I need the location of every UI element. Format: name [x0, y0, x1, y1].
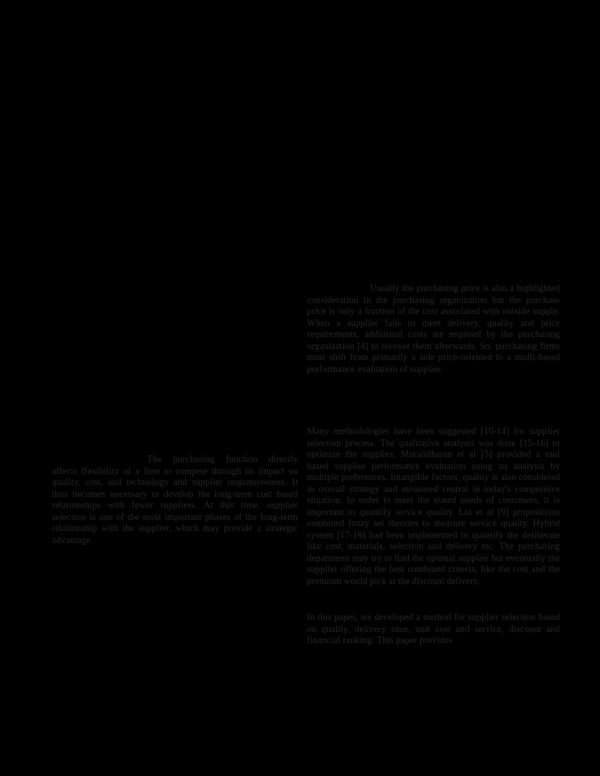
left-column-paragraph: The purchasing function directly affects flexibility of a firm to compete through its impact on quality, cost, and technology and supplier responsiveness. It thus becomes necessary to develop the long-term cost based relationships with fewer suppliers. At this time, supplier selection is one of the most important phases of the long-term relationship with the supplier, which may provide a strategic advantage. — [52, 455, 298, 546]
right-column-paragraph-1: Usually the purchasing price is also a highlighted consideration in the purchasing organization but the purchase price is only a fraction of the cost associated with outside supply. When a supplier fails to meet delivery, quality and price requirements, additional costs are required by the purchasing organization [4] to recover them afterwards. So, purchasing firms must shift from primarily a sole price-oriented to a multi-based performance evaluation of supplier. — [307, 284, 560, 375]
right-column-paragraph-2: Many methodologies have been suggested [10-14] for supplier selection process. The qualitative analysis was done [15-16] to optimize the supplies. Muralidharan et al [5] provided a tool based supplier performance evaluation using an analysis by multiple preferences. Intangible factors, quality is also considered in overall strategy and measured central in today's competitive situation. In order to meet the stated needs of customers, it is important to quantify service quality. Liu et al [9] propositions combined fuzzy set theories to measure service quality. Hybrid system [17-18] had been implemented to quantify the deliberate like cost, materials, selection and delivery etc. The purchasing department may try to find the optimal supplier but eventually the supplier offering the best combined criteria, like the cost and the premium would pick at the discount delivery. — [307, 427, 560, 587]
right-column-paragraph-3: In this paper, we developed a method for supplier selection based on quality, delivery time, unit cost and service, discount and financial ranking. This paper provides — [307, 613, 560, 646]
